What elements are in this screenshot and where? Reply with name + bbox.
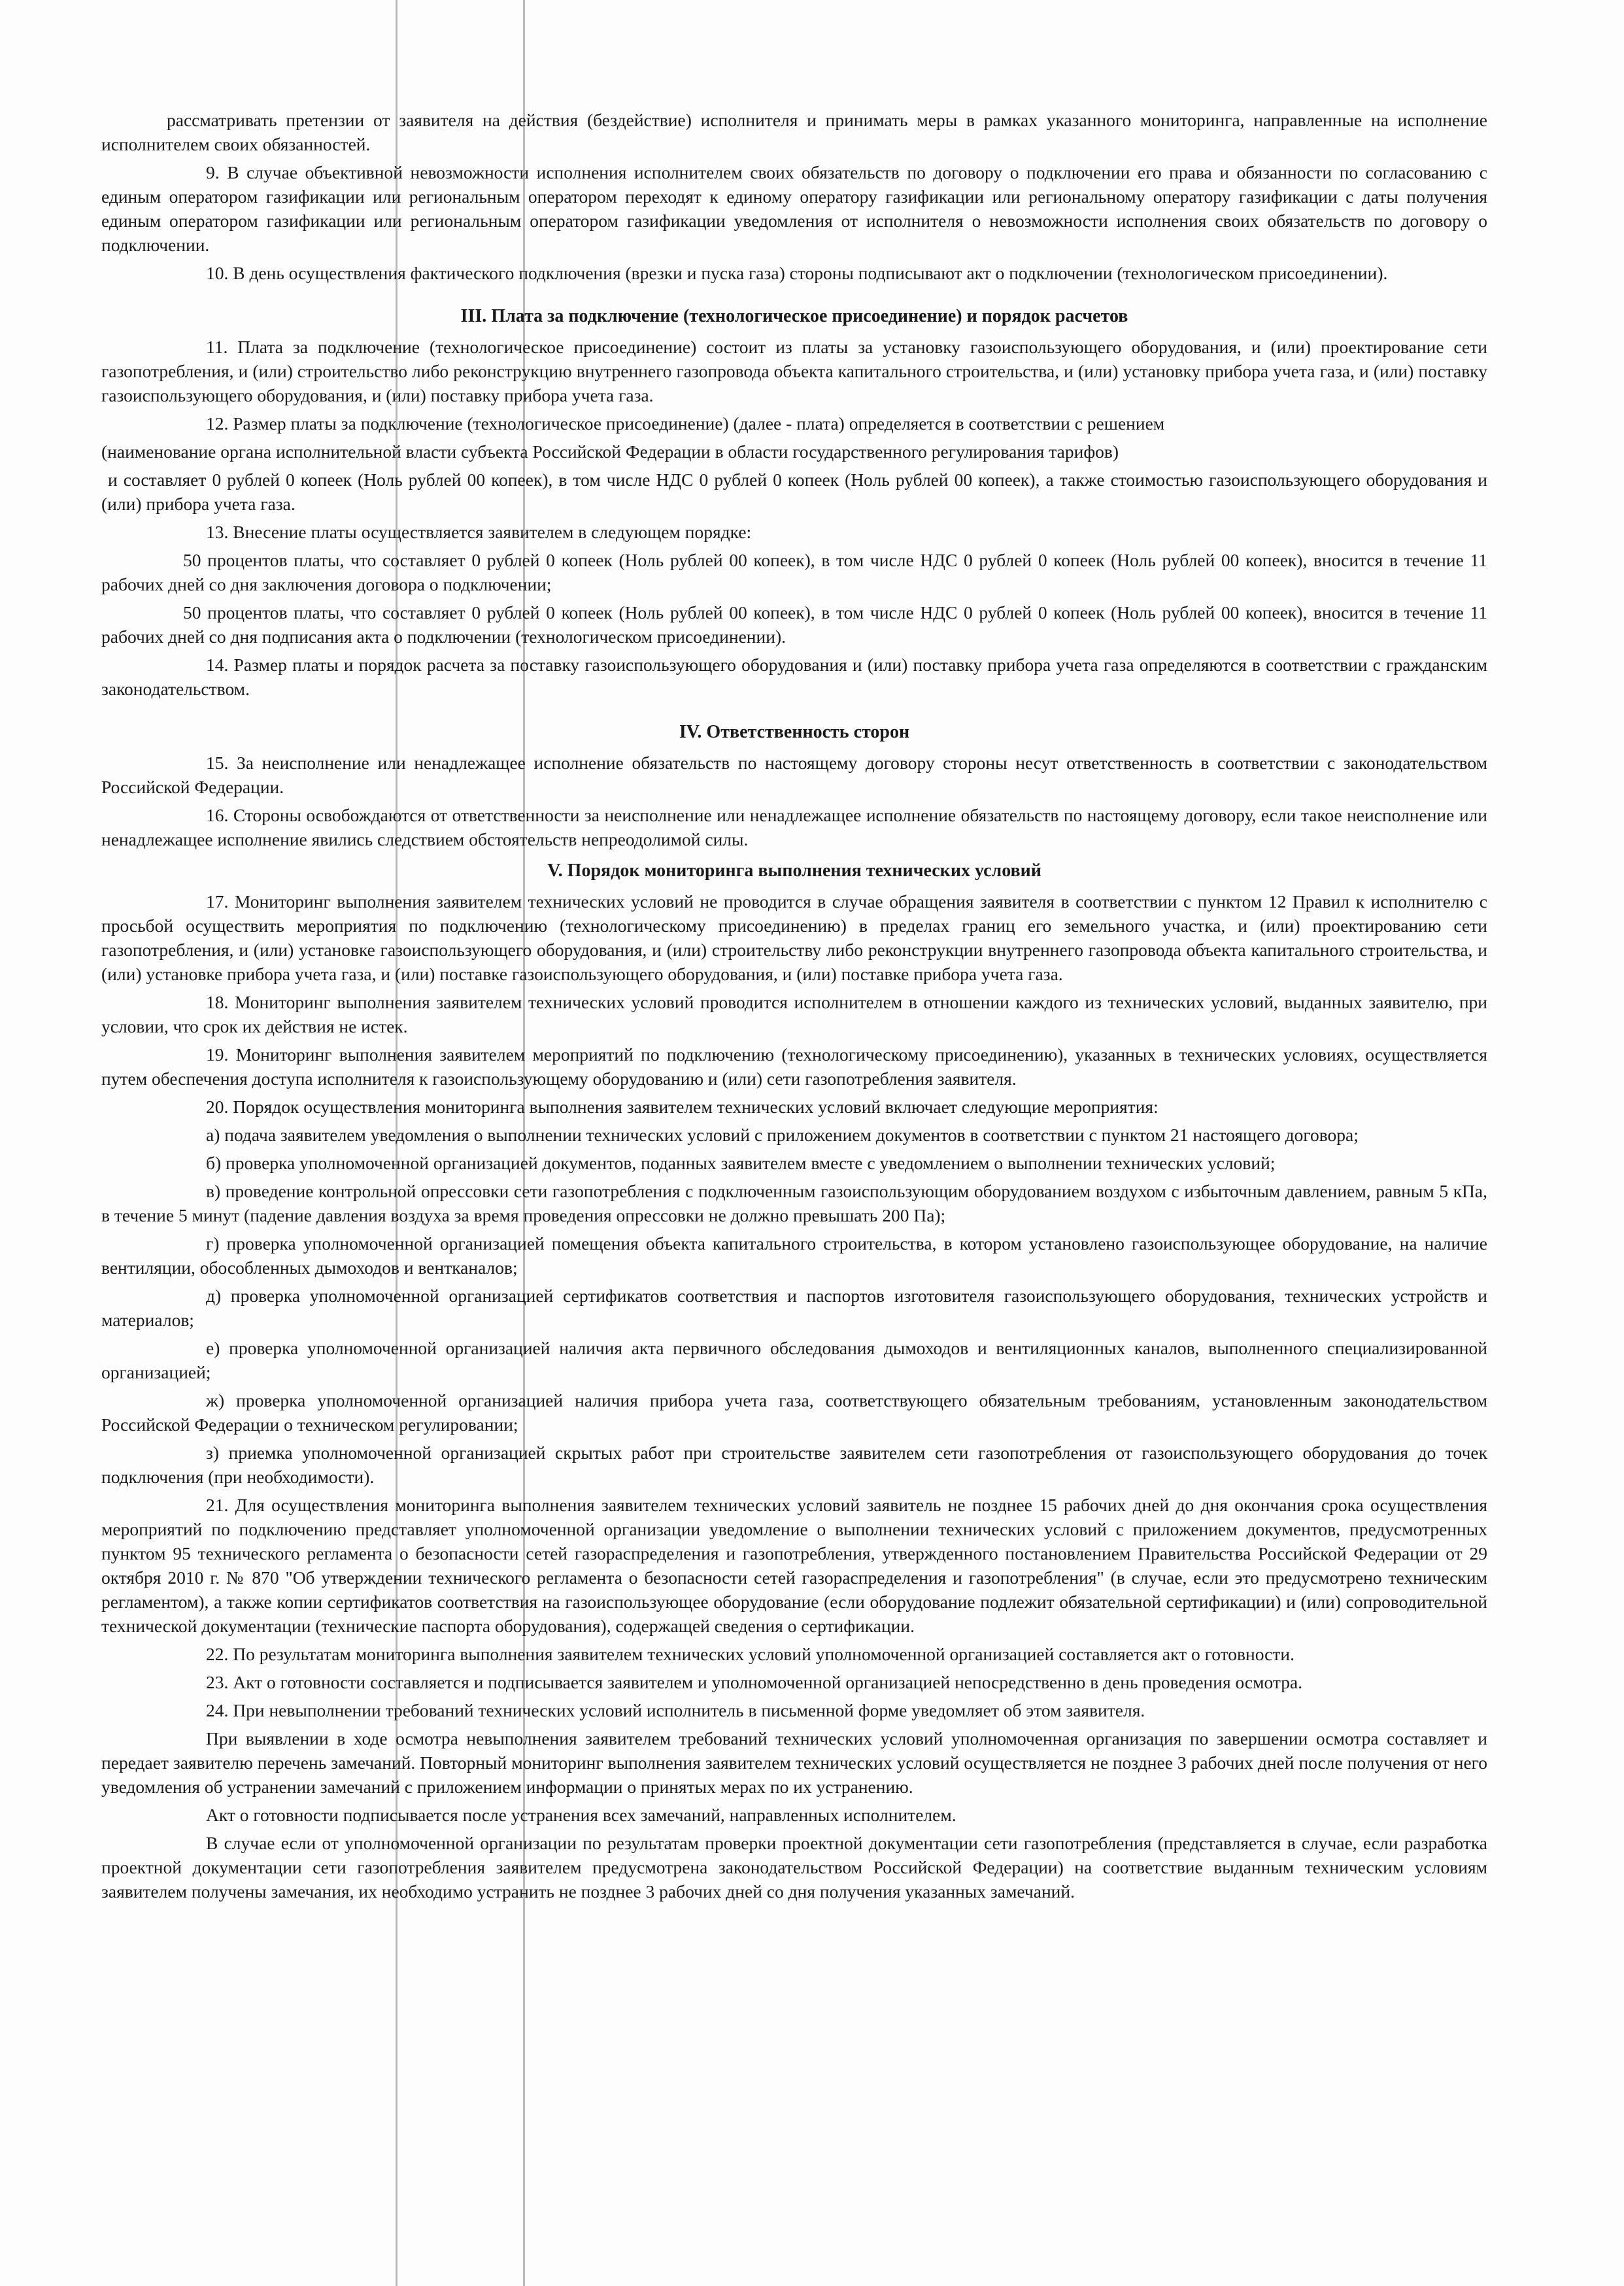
paragraph-24: 24. При невыполнении требований технических условий исполнитель в письменной форме уведомляет об этом заявителя. bbox=[206, 1700, 1145, 1720]
section-heading-5: V. Порядок мониторинга выполнения технических условий bbox=[547, 861, 1041, 881]
paragraph-13: 13. Внесение платы осуществляется заявителем в следующем порядке: bbox=[206, 522, 752, 542]
paragraph-11: 11. Плата за подключение (технологическое присоединение) состоит из платы за установку газоиспользующего оборудования, и (или) проектирование сети газопотребления, и (или) строительство либо реконструкцию внутреннего газопровода объекта капитального строительства, и (или) установку прибора учета газа, и (или) поставку газоиспользующего оборудования, и (или) поставку прибора учета газа. bbox=[101, 337, 1487, 405]
paragraph-9: 9. В случае объективной невозможности исполнения исполнителем своих обязательств по договору о подключении его права и обязанности по согласованию с единым оператором газификации или региональным оператором переходят к единому оператору газификации или региональному оператору газификации с даты получения единым оператором газификации или региональным оператором газификации уведомления от исполнителя о невозможности исполнения своих обязательств по договору о подключении. bbox=[101, 162, 1487, 255]
paragraph-12-amount: и составляет 0 рублей 0 копеек (Ноль рублей 00 копеек), в том числе НДС 0 рублей 0 копеек (Ноль рублей 00 копеек), а также стоимостью газоиспользующего оборудования и (или) прибора учета газа. bbox=[101, 469, 1487, 514]
paragraph-21: 21. Для осуществления мониторинга выполнения заявителем технических условий заявитель не позднее 15 рабочих дней до дня окончания срока осуществления мероприятий по подключению представляет уполномоченной организации уведомление о выполнении технических условий с приложением документов, предусмотренных пунктом 95 технического регламента о безопасности сетей газораспределения и газопотребления, утвержденного постановлением Правительства Российской Федерации от 29 октября 2010 г. № 870 "Об утверждении технического регламента о безопасности сетей газораспределения и газопотребления" (в случае, если это предусмотрено техническим регламентом), а также копии сертификатов соответствия на газоиспользующее оборудование (если оборудование подлежит обязательной сертификации) и (или) сопроводительной технической документации (технические паспорта оборудования), содержащей сведения о сертификации. bbox=[101, 1495, 1487, 1636]
paragraph-16: 16. Стороны освобождаются от ответственности за неисполнение или ненадлежащее исполнение обязательств по настоящему договору, если такое неисполнение или ненадлежащее исполнение явились следствием обстоятельств непреодолимой силы. bbox=[101, 805, 1487, 849]
paragraph-20-e: д) проверка уполномоченной организацией сертификатов соответствия и паспортов изготовителя газоиспользующего оборудования, технических устройств и материалов; bbox=[101, 1286, 1487, 1330]
document-page bbox=[101, 108, 1487, 1907]
paragraph-19: 19. Мониторинг выполнения заявителем мероприятий по подключению (технологическому присоединению), указанных в технических условиях, осуществляется путем обеспечения доступа исполнителя к газоиспользующему оборудованию и (или) сети газопотребления заявителя. bbox=[101, 1044, 1487, 1089]
paragraph-20-b: б) проверка уполномоченной организацией документов, поданных заявителем вместе с уведомлением о выполнении технических условий; bbox=[206, 1153, 1276, 1173]
paragraph-20-g: ж) проверка уполномоченной организацией наличия прибора учета газа, соответствующего обязательным требованиям, установленным законодательством Российской Федерации о техническом регулировании; bbox=[101, 1390, 1487, 1435]
paragraph-13-part1: 50 процентов платы, что составляет 0 рублей 0 копеек (Ноль рублей 00 копеек), в том числе НДС 0 рублей 0 копеек (Ноль рублей 00 копеек), вносится в течение 11 рабочих дней со дня заключения договора о подключении; bbox=[101, 550, 1487, 594]
section-heading-3: III. Плата за подключение (технологическое присоединение) и порядок расчетов bbox=[460, 306, 1128, 326]
paragraph-24-remarks: При выявлении в ходе осмотра невыполнения заявителем требований технических условий уполномоченная организация по завершении осмотра составляет и передает заявителю перечень замечаний. Повторный мониторинг выполнения заявителем технических условий осуществляется не позднее 3 рабочих дней после получения от него уведомления об устранении замечаний с приложением информации о принятых мерах по их устранению. bbox=[101, 1728, 1487, 1797]
paragraph-12-note: (наименование органа исполнительной власти субъекта Российской Федерации в области государственного регулирования тарифов) bbox=[101, 441, 1119, 462]
paragraph: рассматривать претензии от заявителя на действия (бездействие) исполнителя и принимать меры в рамках указанного мониторинга, направленные на исполнение исполнителем своих обязанностей. bbox=[101, 110, 1487, 154]
paragraph-20-f: е) проверка уполномоченной организацией наличия акта первичного обследования дымоходов и вентиляционных каналов, выполненного специализированной организацией; bbox=[101, 1338, 1487, 1382]
paragraph-23: 23. Акт о готовности составляется и подписывается заявителем и уполномоченной организацией непосредственно в день проведения осмотра. bbox=[206, 1672, 1303, 1692]
paragraph-22: 22. По результатам мониторинга выполнения заявителем технических условий уполномоченной организацией составляется акт о готовности. bbox=[206, 1644, 1294, 1664]
paragraph-13-part2: 50 процентов платы, что составляет 0 рублей 0 копеек (Ноль рублей 00 копеек), в том числе НДС 0 рублей 0 копеек (Ноль рублей 00 копеек), вносится в течение 11 рабочих дней со дня подписания акта о подключении (технологическом присоединении). bbox=[101, 602, 1487, 647]
paragraph-20: 20. Порядок осуществления мониторинга выполнения заявителем технических условий включает следующие мероприятия: bbox=[206, 1097, 1159, 1117]
paragraph-18: 18. Мониторинг выполнения заявителем технических условий проводится исполнителем в отношении каждого из технических условий, выданных заявителю, при условии, что срок их действия не истек. bbox=[101, 992, 1487, 1036]
paragraph-10: 10. В день осуществления фактического подключения (врезки и пуска газа) стороны подписывают акт о подключении (технологическом присоединении). bbox=[206, 263, 1388, 283]
paragraph-24-project: В случае если от уполномоченной организации по результатам проверки проектной документации сети газопотребления (представляется в случае, если разработка проектной документации сети газопотребления заявителем предусмотрена законодательством Российской Федерации) на соответствие выданным техническим условиям заявителем получены замечания, их необходимо устранить не позднее 3 рабочих дней со дня получения указанных замечаний. bbox=[101, 1833, 1487, 1902]
paragraph-20-c: в) проведение контрольной опрессовки сети газопотребления с подключенным газоиспользующим оборудованием воздухом с избыточным давлением, равным 5 кПа, в течение 5 минут (падение давления воздуха за время проведения опрессовки не должно превышать 200 Па); bbox=[101, 1181, 1487, 1225]
paragraph-12: 12. Размер платы за подключение (технологическое присоединение) (далее - плата) определяется в соответствии с решением bbox=[206, 413, 1165, 434]
paragraph-17: 17. Мониторинг выполнения заявителем технических условий не проводится в случае обращения заявителя в соответствии с пунктом 12 Правил к исполнителю с просьбой осуществить мероприятия по подключению (технологическому присоединению) в пределах границ его земельного участка, и (или) проектированию сети газопотребления, и (или) установке газоиспользующего оборудования, и (или) строительству либо реконструкции внутреннего газопровода объекта капитального строительства, и (или) установке прибора учета газа, и (или) поставке газоиспользующего оборудования, и (или) поставке прибора учета газа. bbox=[101, 891, 1487, 984]
paragraph-24-act: Акт о готовности подписывается после устранения всех замечаний, направленных исполнителем. bbox=[206, 1805, 956, 1825]
paragraph-20-a: а) подача заявителем уведомления о выполнении технических условий с приложением документов в соответствии с пунктом 21 настоящего договора; bbox=[206, 1125, 1359, 1145]
paragraph-15: 15. За неисполнение или ненадлежащее исполнение обязательств по настоящему договору стороны несут ответственность в соответствии с законодательством Российской Федерации. bbox=[101, 753, 1487, 797]
paragraph-14: 14. Размер платы и порядок расчета за поставку газоиспользующего оборудования и (или) поставку прибора учета газа определяются в соответствии с гражданским законодательством. bbox=[101, 655, 1487, 699]
paragraph-20-h: з) приемка уполномоченной организацией скрытых работ при строительстве заявителем сети газопотребления от газоиспользующего оборудования до точек подключения (при необходимости). bbox=[101, 1442, 1487, 1487]
section-heading-4: IV. Ответственность сторон bbox=[679, 722, 910, 742]
paragraph-20-d: г) проверка уполномоченной организацией помещения объекта капитального строительства, в котором установлено газоиспользующее оборудование, на наличие вентиляции, обособленных дымоходов и вентканалов; bbox=[101, 1233, 1487, 1278]
